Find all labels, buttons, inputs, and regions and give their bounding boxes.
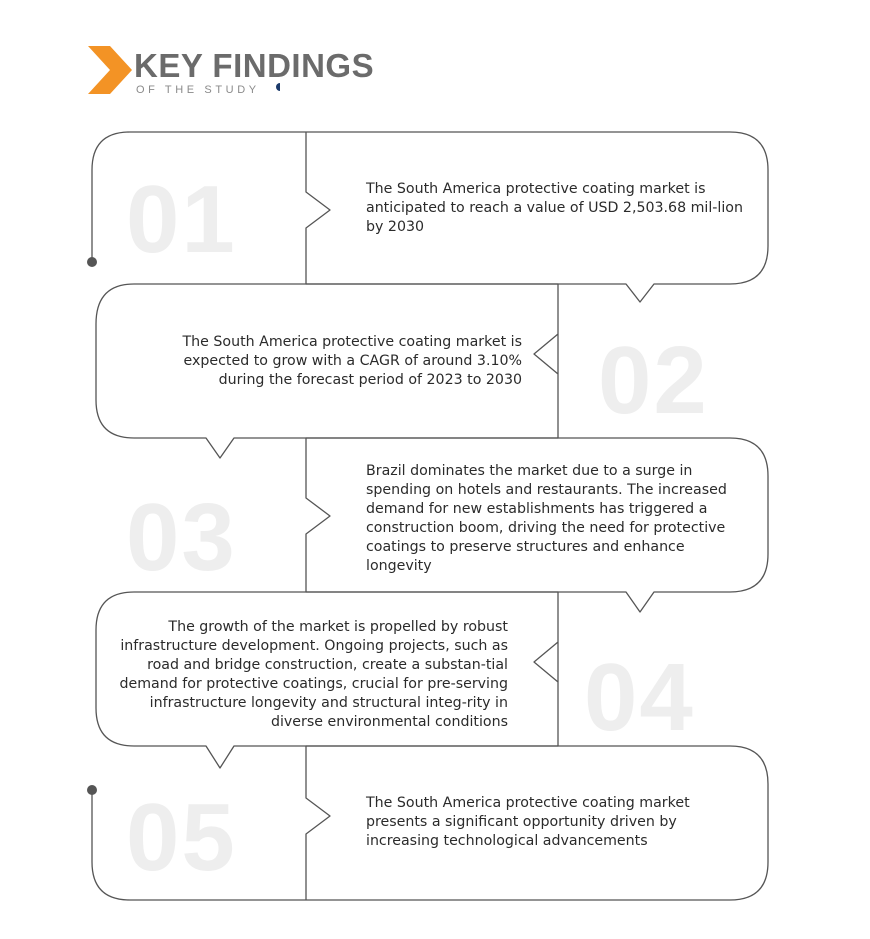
finding-number-04: 04: [584, 644, 695, 751]
page-subtitle: OF THE STUDY: [136, 84, 260, 96]
finding-text-01: The South America protective coating market is anticipated to reach a value of USD 2,503.68 mil-lion by 2030: [366, 181, 743, 235]
start-dot: [87, 257, 97, 267]
finding-number-01: 01: [126, 166, 237, 273]
finding-text-05: The South America protective coating market presents a significant opportunity driven by increasing technological advancements: [366, 795, 690, 849]
finding-text-02: The South America protective coating market is expected to grow with a CAGR of around 3.10% during the forecast period of 2023 to 2030: [182, 334, 522, 388]
finding-text-03: Brazil dominates the market due to a surge in spending on hotels and restaurants. The increased demand for new establishments has triggered a construction boom, driving the need for protective coatings to preserve structures and enhance longevity: [366, 463, 727, 574]
finding-text-04: The growth of the market is propelled by robust infrastructure development. Ongoing projects, such as road and bridge construction, create a substan-tial demand for protective coatings, crucial for pre-serving infrastructure longevity and structural integ-rity in diverse environmental conditions: [119, 619, 508, 730]
finding-number-05: 05: [126, 784, 237, 891]
finding-number-02: 02: [598, 327, 709, 434]
finding-number-03: 03: [126, 484, 237, 591]
end-dot: [87, 785, 97, 795]
page-title: KEY FINDINGS: [134, 47, 375, 84]
